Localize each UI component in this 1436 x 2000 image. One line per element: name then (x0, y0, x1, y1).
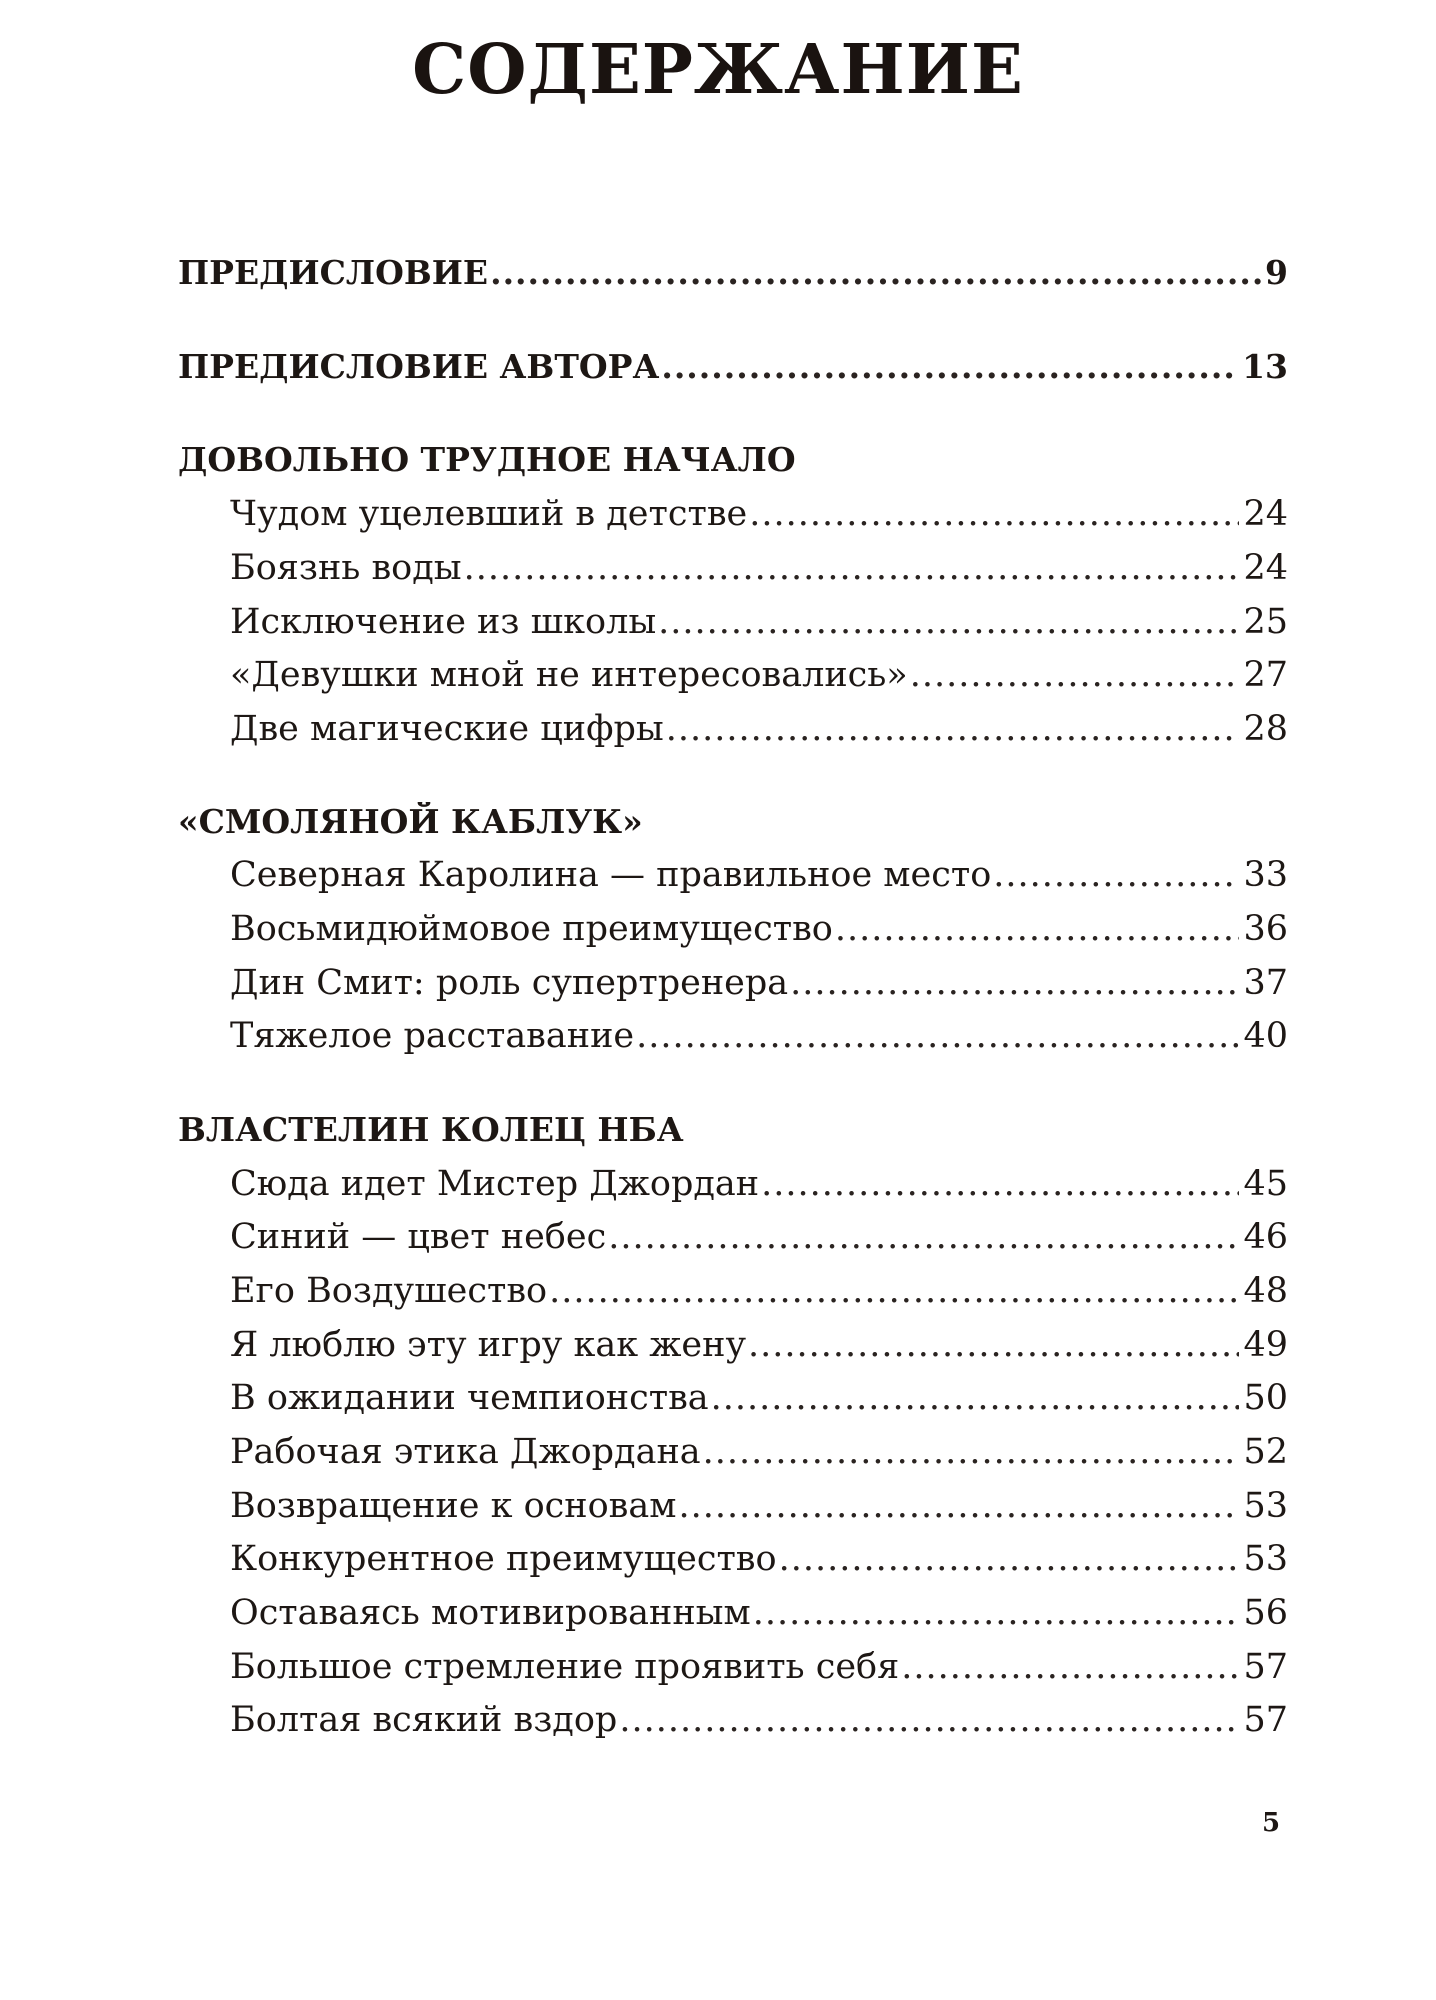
dot-leader (749, 494, 1239, 534)
toc-entry-page: 25 (1243, 602, 1288, 642)
dot-leader (464, 548, 1240, 588)
toc-entry-page: 50 (1243, 1378, 1288, 1418)
toc-entry-page: 24 (1243, 548, 1288, 588)
toc-entry (230, 963, 1288, 1011)
toc-entry (230, 909, 1288, 957)
toc-entry-page: 46 (1243, 1217, 1288, 1257)
toc-entry-title: Восьмидюймовое преимущество (230, 909, 833, 949)
dot-leader (666, 709, 1240, 749)
toc-entry-title: Конкурентное преимущество (230, 1539, 777, 1579)
toc-entry-title: Боязнь воды (230, 548, 462, 588)
toc-entry (230, 1432, 1288, 1480)
toc-entry (230, 548, 1288, 596)
toc-entry-title: Болтая всякий вздор (230, 1700, 618, 1740)
toc-entry-page: 53 (1243, 1486, 1288, 1526)
toc-entry-page: 53 (1243, 1539, 1288, 1579)
toc-entry-title: «Девушки мной не интересовались» (230, 655, 908, 695)
toc-entry-page: 49 (1243, 1325, 1288, 1365)
toc-entry-page: 57 (1243, 1647, 1288, 1687)
toc-entry-title: Дин Смит: роль супертренера (230, 963, 789, 1003)
toc-entry-title: Оставаясь мотивированным (230, 1593, 751, 1633)
dot-leader (658, 602, 1239, 642)
toc-section-title: «СМОЛЯНОЙ КАБЛУК» (178, 802, 643, 841)
dot-leader (761, 1164, 1239, 1204)
toc-entry (230, 1539, 1288, 1587)
toc-entry (230, 655, 1288, 703)
toc-entry (230, 1647, 1288, 1695)
toc-section-heading (178, 802, 1288, 850)
toc-entry-title: Сюда идет Мистер Джордан (230, 1164, 760, 1204)
toc-entry-page: 37 (1243, 963, 1288, 1003)
toc-entry (230, 1486, 1288, 1534)
toc-section-title: ДОВОЛЬНО ТРУДНОЕ НАЧАЛО (178, 440, 796, 479)
toc-entry-title: Его Воздушество (230, 1271, 548, 1311)
toc-entry (230, 602, 1288, 650)
toc-entry (230, 855, 1288, 903)
dot-leader (678, 1486, 1239, 1526)
toc-section-title: ВЛАСТЕЛИН КОЛЕЦ НБА (178, 1110, 684, 1149)
toc-entry-title: ПРЕДИСЛОВИЕ АВТОРА (178, 347, 660, 386)
dot-leader (753, 1593, 1240, 1633)
dot-leader (661, 347, 1238, 386)
toc-entry-page: 28 (1243, 709, 1288, 749)
toc-entry (230, 1378, 1288, 1426)
toc-entry-title: Возвращение к основам (230, 1486, 677, 1526)
page-title: СОДЕРЖАНИЕ (412, 30, 1024, 110)
toc-entry-page: 48 (1243, 1271, 1288, 1311)
toc-entry-title: Чудом уцелевший в детстве (230, 494, 748, 534)
dot-leader (901, 1647, 1239, 1687)
toc-section-heading (178, 440, 1288, 488)
dot-leader (703, 1432, 1240, 1472)
toc-entry-title: В ожидании чемпионства (230, 1378, 709, 1418)
dot-leader (619, 1700, 1239, 1740)
dot-leader (490, 253, 1261, 292)
dot-leader (549, 1271, 1239, 1311)
toc-entry-page: 24 (1243, 494, 1288, 534)
toc-entry-page: 52 (1243, 1432, 1288, 1472)
toc-entry (230, 1593, 1288, 1641)
toc-entry-title: ПРЕДИСЛОВИЕ (178, 253, 489, 292)
toc-entry-major (178, 253, 1288, 301)
toc-entry-page: 40 (1243, 1016, 1288, 1056)
dot-leader (790, 963, 1239, 1003)
toc-section-heading (178, 1110, 1288, 1158)
dot-leader (993, 855, 1239, 895)
toc-entry-page: 56 (1243, 1593, 1288, 1633)
toc-entry-major (178, 347, 1288, 395)
toc-entry-title: Синий — цвет небес (230, 1217, 607, 1257)
toc-entry-page: 13 (1242, 347, 1288, 386)
toc-entry-title: Большое стремление проявить себя (230, 1647, 900, 1687)
toc-entry-title: Тяжелое расставание (230, 1016, 635, 1056)
dot-leader (636, 1016, 1239, 1056)
toc-entry (230, 1700, 1288, 1748)
toc-entry-page: 33 (1243, 855, 1288, 895)
toc-entry-page: 27 (1243, 655, 1288, 695)
dot-leader (608, 1217, 1239, 1257)
dot-leader (779, 1539, 1240, 1579)
toc-entry (230, 1271, 1288, 1319)
toc-entry-title: Исключение из школы (230, 602, 657, 642)
toc-entry-page: 57 (1243, 1700, 1288, 1740)
toc-entry-page: 45 (1243, 1164, 1288, 1204)
dot-leader (748, 1325, 1239, 1365)
dot-leader (835, 909, 1240, 949)
toc-entry (230, 709, 1288, 757)
toc-entry-title: Рабочая этика Джордана (230, 1432, 701, 1472)
toc-entry-page: 36 (1243, 909, 1288, 949)
toc-entry (230, 494, 1288, 542)
page-number: 5 (1262, 1808, 1281, 1838)
toc-entry-title: Я люблю эту игру как жену (230, 1325, 747, 1365)
toc-entry-title: Северная Каролина — правильное место (230, 855, 992, 895)
toc-entry (230, 1325, 1288, 1373)
dot-leader (910, 655, 1240, 695)
toc-entry (230, 1164, 1288, 1212)
toc-entry-title: Две магические цифры (230, 709, 664, 749)
toc-entry-page: 9 (1265, 253, 1288, 292)
dot-leader (711, 1378, 1240, 1418)
toc-entry (230, 1016, 1288, 1064)
toc-entry (230, 1217, 1288, 1265)
